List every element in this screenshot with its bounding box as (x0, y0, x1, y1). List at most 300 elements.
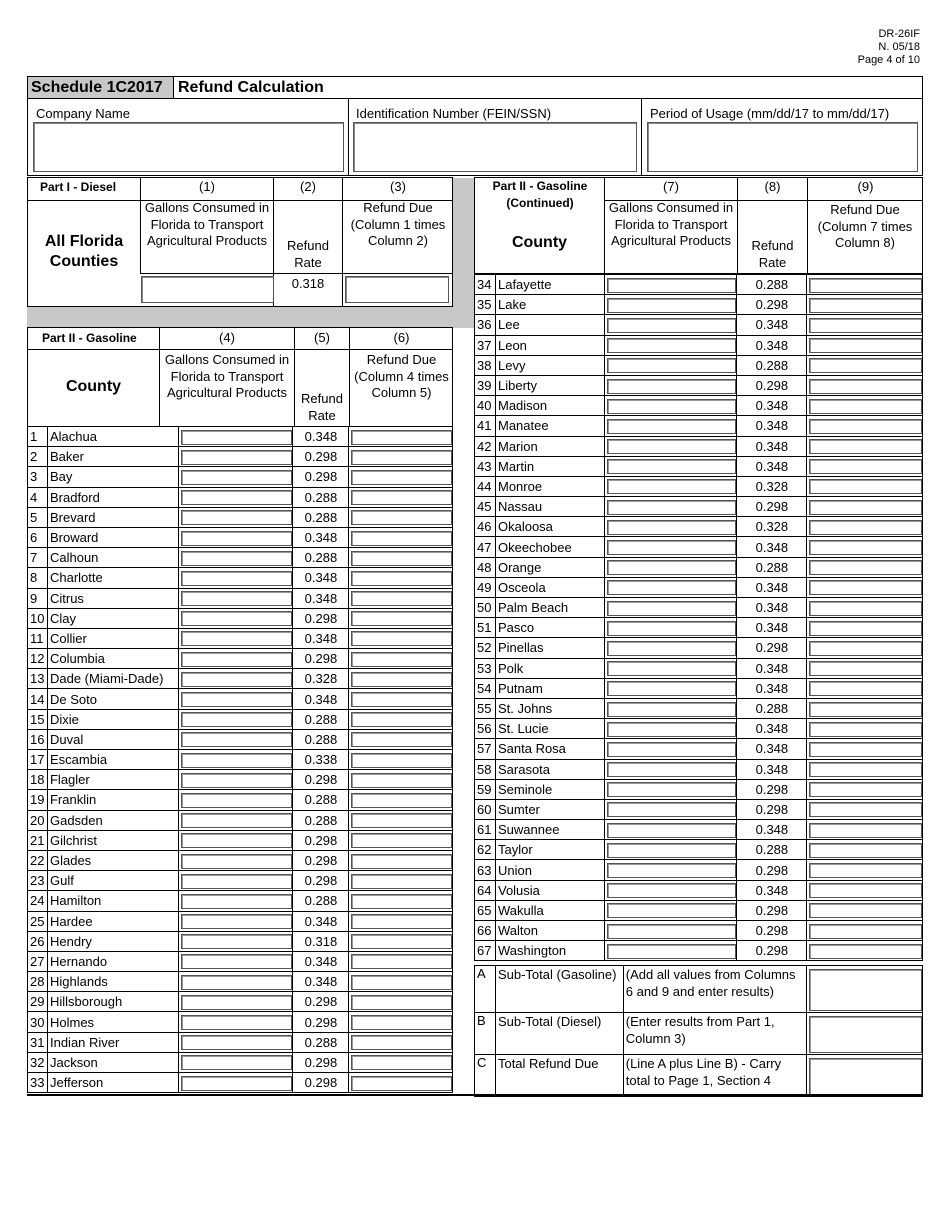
summary-value-cell (807, 1055, 923, 1097)
county-number: 27 (28, 951, 48, 971)
county-gallons-input[interactable] (181, 551, 293, 566)
county-refund-due-input[interactable] (351, 894, 452, 909)
county-name: Seminole (495, 779, 604, 799)
refund-due-cell (807, 396, 923, 416)
county-refund-due-input[interactable] (809, 338, 922, 353)
county-number: 63 (475, 860, 496, 880)
county-gallons-input[interactable] (607, 681, 737, 696)
county-gallons-input[interactable] (181, 954, 293, 969)
refund-rate: 0.298 (293, 608, 349, 628)
county-name: Walton (495, 921, 604, 941)
county-refund-due-input[interactable] (809, 298, 922, 313)
identification-number-input[interactable] (353, 122, 637, 172)
county-gallons-input[interactable] (607, 782, 737, 797)
form-revision: N. 05/18 (878, 41, 920, 53)
refund-rate: 0.348 (737, 719, 807, 739)
county-name: Collier (47, 628, 178, 648)
county-refund-due-input[interactable] (351, 551, 452, 566)
county-refund-due-input[interactable] (351, 571, 452, 586)
county-gallons-input[interactable] (607, 621, 737, 636)
refund-rate: 0.348 (293, 911, 349, 931)
county-gallons-input[interactable] (181, 450, 293, 465)
county-gallons-input[interactable] (607, 439, 737, 454)
summary-label: Sub-Total (Gasoline) (495, 966, 623, 1013)
county-refund-due-input[interactable] (809, 560, 922, 575)
county-name: Dixie (47, 709, 178, 729)
county-refund-due-input[interactable] (809, 479, 922, 494)
county-refund-due-input[interactable] (351, 712, 452, 727)
gallons-cell (178, 608, 293, 628)
county-refund-due-input[interactable] (809, 318, 922, 333)
part1-title: Part I - Diesel (40, 180, 117, 194)
county-row (475, 497, 923, 517)
county-refund-due-input[interactable] (809, 863, 922, 878)
county-refund-due-input[interactable] (809, 823, 922, 838)
county-number: 51 (475, 618, 496, 638)
refund-rate: 0.348 (293, 568, 349, 588)
county-refund-due-input[interactable] (809, 843, 922, 858)
county-gallons-input[interactable] (181, 894, 293, 909)
refund-rate: 0.348 (737, 618, 807, 638)
county-refund-due-input[interactable] (351, 793, 452, 808)
county-name: Hillsborough (47, 992, 178, 1012)
county-gallons-input[interactable] (607, 802, 737, 817)
county-gallons-input[interactable] (181, 672, 293, 687)
county-gallons-input[interactable] (607, 318, 737, 333)
refund-rate: 0.348 (737, 820, 807, 840)
county-refund-due-input[interactable] (351, 611, 452, 626)
county-number: 11 (28, 628, 48, 648)
county-row (475, 658, 923, 678)
county-name: Pinellas (495, 638, 604, 658)
county-refund-due-input[interactable] (809, 661, 922, 676)
county-refund-due-input[interactable] (351, 470, 452, 485)
identification-number-label: Identification Number (FEIN/SSN) (356, 106, 552, 121)
county-gallons-input[interactable] (181, 1015, 293, 1030)
county-refund-due-input[interactable] (809, 883, 922, 898)
county-name: Glades (47, 850, 178, 870)
county-refund-due-input[interactable] (809, 601, 922, 616)
county-gallons-input[interactable] (607, 459, 737, 474)
county-gallons-input[interactable] (607, 580, 737, 595)
refund-rate: 0.288 (737, 840, 807, 860)
summary-value-input[interactable] (809, 1016, 922, 1053)
county-refund-due-input[interactable] (809, 802, 922, 817)
county-gallons-input[interactable] (181, 611, 293, 626)
county-gallons-input[interactable] (607, 641, 737, 656)
county-number: 57 (475, 739, 496, 759)
county-gallons-input[interactable] (181, 914, 293, 929)
county-number: 66 (475, 921, 496, 941)
county-row (28, 871, 453, 891)
county-refund-due-input[interactable] (351, 490, 452, 505)
county-row (475, 860, 923, 880)
county-name: Leon (495, 335, 604, 355)
refund-due-cell (349, 810, 453, 830)
county-refund-due-input[interactable] (809, 722, 922, 737)
county-gallons-input[interactable] (181, 995, 293, 1010)
county-number: 13 (28, 669, 48, 689)
county-number: 65 (475, 900, 496, 920)
county-gallons-input[interactable] (607, 742, 737, 757)
county-refund-due-input[interactable] (351, 450, 452, 465)
county-name: Escambia (47, 750, 178, 770)
county-refund-due-input[interactable] (351, 833, 452, 848)
gallons-cell (604, 517, 737, 537)
part1-gallons-input[interactable] (141, 276, 274, 303)
refund-due-cell (349, 487, 453, 507)
county-row (475, 779, 923, 799)
refund-rate: 0.298 (293, 467, 349, 487)
county-name: Jackson (47, 1052, 178, 1072)
county-number: 31 (28, 1032, 48, 1052)
county-number: 46 (475, 517, 496, 537)
county-gallons-input[interactable] (181, 571, 293, 586)
county-refund-due-input[interactable] (351, 672, 452, 687)
county-refund-due-input[interactable] (351, 510, 452, 525)
county-gallons-input[interactable] (181, 510, 293, 525)
county-row (475, 315, 923, 335)
county-refund-due-input[interactable] (351, 874, 452, 889)
county-gallons-input[interactable] (607, 338, 737, 353)
county-gallons-input[interactable] (607, 903, 737, 918)
part2-col6-number: (6) (393, 330, 410, 345)
county-gallons-input[interactable] (607, 379, 737, 394)
refund-rate: 0.348 (737, 658, 807, 678)
refund-due-cell (349, 669, 453, 689)
refund-due-cell (349, 830, 453, 850)
gallons-cell (178, 669, 293, 689)
county-gallons-input[interactable] (181, 753, 293, 768)
summary-value-input[interactable] (809, 969, 922, 1011)
county-name: Indian River (47, 1032, 178, 1052)
county-gallons-input[interactable] (607, 944, 737, 959)
refund-rate: 0.348 (737, 577, 807, 597)
county-name: Alachua (47, 427, 178, 447)
county-gallons-input[interactable] (607, 500, 737, 515)
county-row (28, 951, 453, 971)
county-gallons-input[interactable] (181, 490, 293, 505)
county-gallons-input[interactable] (607, 358, 737, 373)
county-gallons-input[interactable] (607, 399, 737, 414)
county-refund-due-input[interactable] (351, 854, 452, 869)
county-gallons-input[interactable] (181, 1055, 293, 1070)
county-row (28, 588, 453, 608)
county-number: 24 (28, 891, 48, 911)
refund-due-cell (807, 799, 923, 819)
summary-value-cell (807, 966, 923, 1013)
county-row (475, 759, 923, 779)
refund-due-cell (349, 1073, 453, 1093)
summary-description: (Enter results from Part 1, Column 3) (623, 1013, 807, 1055)
county-gallons-input[interactable] (181, 531, 293, 546)
county-name: Franklin (47, 790, 178, 810)
county-number: 20 (28, 810, 48, 830)
county-row (28, 487, 453, 507)
county-gallons-input[interactable] (181, 692, 293, 707)
gallons-cell (178, 447, 293, 467)
refund-rate: 0.348 (293, 527, 349, 547)
county-refund-due-input[interactable] (351, 934, 452, 949)
county-row (28, 1073, 453, 1093)
county-gallons-input[interactable] (607, 722, 737, 737)
summary-table (474, 965, 923, 1097)
county-row (475, 941, 923, 961)
county-number: 23 (28, 871, 48, 891)
gallons-cell (178, 709, 293, 729)
refund-due-cell (349, 447, 453, 467)
county-number: 44 (475, 476, 496, 496)
refund-rate: 0.318 (293, 931, 349, 951)
refund-rate: 0.298 (293, 1073, 349, 1093)
refund-rate: 0.288 (293, 790, 349, 810)
gallons-cell (178, 1032, 293, 1052)
county-refund-due-input[interactable] (351, 914, 452, 929)
county-refund-due-input[interactable] (351, 1076, 452, 1091)
county-refund-due-input[interactable] (809, 439, 922, 454)
county-refund-due-input[interactable] (809, 278, 922, 293)
refund-due-cell (349, 1052, 453, 1072)
county-name: Monroe (495, 476, 604, 496)
county-number: 43 (475, 456, 496, 476)
gallons-cell (178, 972, 293, 992)
county-row (475, 638, 923, 658)
county-row (475, 577, 923, 597)
county-gallons-input[interactable] (181, 975, 293, 990)
county-gallons-input[interactable] (181, 470, 293, 485)
county-gallons-input[interactable] (181, 874, 293, 889)
refund-rate: 0.298 (293, 871, 349, 891)
summary-row (475, 1055, 923, 1097)
refund-due-cell (349, 871, 453, 891)
part2b-col8-header: Refund Rate (751, 238, 794, 270)
county-gallons-input[interactable] (181, 833, 293, 848)
county-refund-due-input[interactable] (351, 430, 452, 445)
county-refund-due-input[interactable] (809, 540, 922, 555)
county-gallons-input[interactable] (607, 520, 737, 535)
refund-rate: 0.288 (293, 507, 349, 527)
county-name: Bradford (47, 487, 178, 507)
county-gallons-input[interactable] (607, 661, 737, 676)
county-number: 33 (28, 1073, 48, 1093)
county-refund-due-input[interactable] (351, 631, 452, 646)
county-number: 56 (475, 719, 496, 739)
county-refund-due-input[interactable] (351, 753, 452, 768)
part1-row-label: All Florida Counties (44, 233, 124, 270)
part1-refund-due-input[interactable] (345, 276, 449, 303)
refund-due-cell (807, 638, 923, 658)
refund-rate: 0.288 (293, 729, 349, 749)
county-refund-due-input[interactable] (351, 732, 452, 747)
county-row (28, 850, 453, 870)
refund-due-cell (349, 770, 453, 790)
county-number: 37 (475, 335, 496, 355)
refund-rate: 0.298 (293, 447, 349, 467)
county-gallons-input[interactable] (181, 430, 293, 445)
county-refund-due-input[interactable] (809, 782, 922, 797)
county-gallons-input[interactable] (181, 813, 293, 828)
county-refund-due-input[interactable] (809, 459, 922, 474)
refund-rate: 0.348 (737, 739, 807, 759)
refund-rate: 0.328 (737, 476, 807, 496)
county-name: Gilchrist (47, 830, 178, 850)
county-refund-due-input[interactable] (351, 692, 452, 707)
gallons-cell (604, 941, 737, 961)
county-refund-due-input[interactable] (351, 975, 452, 990)
county-refund-due-input[interactable] (809, 742, 922, 757)
county-refund-due-input[interactable] (809, 379, 922, 394)
refund-rate: 0.348 (737, 396, 807, 416)
county-row (28, 750, 453, 770)
county-refund-due-input[interactable] (351, 652, 452, 667)
part2b-col7-number: (7) (663, 179, 679, 194)
county-row (475, 799, 923, 819)
county-gallons-input[interactable] (181, 934, 293, 949)
county-refund-due-input[interactable] (809, 762, 922, 777)
county-gallons-input[interactable] (181, 1076, 293, 1091)
summary-value-input[interactable] (809, 1058, 922, 1095)
refund-due-cell (807, 295, 923, 315)
refund-rate: 0.348 (737, 416, 807, 436)
gallons-cell (604, 840, 737, 860)
refund-due-cell (807, 598, 923, 618)
county-name: Marion (495, 436, 604, 456)
county-gallons-input[interactable] (607, 823, 737, 838)
county-gallons-input[interactable] (607, 863, 737, 878)
county-refund-due-input[interactable] (809, 903, 922, 918)
gallons-cell (178, 830, 293, 850)
county-row (475, 436, 923, 456)
county-row (475, 517, 923, 537)
gallons-cell (178, 467, 293, 487)
county-refund-due-input[interactable] (351, 813, 452, 828)
county-gallons-input[interactable] (607, 883, 737, 898)
county-gallons-input[interactable] (607, 601, 737, 616)
county-refund-due-input[interactable] (351, 1055, 452, 1070)
county-row (28, 992, 453, 1012)
county-refund-due-input[interactable] (809, 944, 922, 959)
county-row (475, 840, 923, 860)
refund-due-cell (349, 992, 453, 1012)
county-number: 2 (28, 447, 48, 467)
part2b-county-header: County (511, 234, 568, 251)
county-row (475, 335, 923, 355)
county-name: Suwannee (495, 820, 604, 840)
refund-due-cell (349, 1012, 453, 1032)
county-refund-due-input[interactable] (809, 419, 922, 434)
county-refund-due-input[interactable] (809, 500, 922, 515)
refund-rate: 0.338 (293, 750, 349, 770)
county-gallons-input[interactable] (607, 560, 737, 575)
county-gallons-input[interactable] (181, 591, 293, 606)
county-row (475, 295, 923, 315)
county-name: Pasco (495, 618, 604, 638)
refund-rate: 0.348 (293, 628, 349, 648)
county-name: Brevard (47, 507, 178, 527)
county-gallons-input[interactable] (607, 762, 737, 777)
county-number: 5 (28, 507, 48, 527)
county-refund-due-input[interactable] (351, 995, 452, 1010)
county-refund-due-input[interactable] (809, 641, 922, 656)
county-gallons-input[interactable] (607, 540, 737, 555)
schedule-label: Schedule 1C2017 (28, 77, 174, 98)
gallons-cell (178, 750, 293, 770)
county-gallons-input[interactable] (607, 843, 737, 858)
period-of-usage-label: Period of Usage (mm/dd/17 to mm/dd/17) (650, 106, 890, 121)
county-gallons-input[interactable] (607, 298, 737, 313)
refund-due-cell (349, 790, 453, 810)
county-name: St. Lucie (495, 719, 604, 739)
gallons-cell (178, 689, 293, 709)
county-gallons-input[interactable] (607, 278, 737, 293)
county-row (28, 649, 453, 669)
county-refund-due-input[interactable] (351, 1015, 452, 1030)
county-number: 3 (28, 467, 48, 487)
county-refund-due-input[interactable] (351, 773, 452, 788)
gallons-cell (604, 759, 737, 779)
county-number: 60 (475, 799, 496, 819)
gallons-cell (604, 658, 737, 678)
county-gallons-input[interactable] (181, 1035, 293, 1050)
county-gallons-input[interactable] (181, 631, 293, 646)
gallons-cell (604, 598, 737, 618)
county-refund-due-input[interactable] (809, 924, 922, 939)
refund-due-cell (807, 880, 923, 900)
county-gallons-input[interactable] (607, 419, 737, 434)
county-name: Hendry (47, 931, 178, 951)
refund-due-cell (349, 931, 453, 951)
county-refund-due-input[interactable] (809, 580, 922, 595)
period-of-usage-input[interactable] (647, 122, 918, 172)
schedule-title: Refund Calculation (178, 79, 324, 96)
county-gallons-input[interactable] (607, 924, 737, 939)
county-number: 67 (475, 941, 496, 961)
county-refund-due-input[interactable] (809, 702, 922, 717)
company-name-input[interactable] (33, 122, 344, 172)
gallons-cell (178, 1012, 293, 1032)
county-name: Washington (495, 941, 604, 961)
county-refund-due-input[interactable] (809, 358, 922, 373)
county-gallons-input[interactable] (181, 793, 293, 808)
county-refund-due-input[interactable] (351, 531, 452, 546)
county-gallons-input[interactable] (181, 732, 293, 747)
county-refund-due-input[interactable] (809, 681, 922, 696)
county-name: Charlotte (47, 568, 178, 588)
county-gallons-input[interactable] (181, 652, 293, 667)
county-gallons-input[interactable] (607, 479, 737, 494)
gallons-cell (604, 739, 737, 759)
county-row (475, 921, 923, 941)
county-gallons-input[interactable] (607, 702, 737, 717)
county-number: 7 (28, 548, 48, 568)
county-name: Lafayette (495, 275, 604, 295)
county-refund-due-input[interactable] (809, 520, 922, 535)
county-refund-due-input[interactable] (809, 621, 922, 636)
county-gallons-input[interactable] (181, 712, 293, 727)
county-name: Duval (47, 729, 178, 749)
county-refund-due-input[interactable] (809, 399, 922, 414)
county-refund-due-input[interactable] (351, 1035, 452, 1050)
refund-due-cell (349, 850, 453, 870)
county-refund-due-input[interactable] (351, 591, 452, 606)
county-gallons-input[interactable] (181, 854, 293, 869)
county-refund-due-input[interactable] (351, 954, 452, 969)
gallons-cell (178, 992, 293, 1012)
gallons-cell (604, 638, 737, 658)
county-name: Sarasota (495, 759, 604, 779)
county-gallons-input[interactable] (181, 773, 293, 788)
gallons-cell (604, 698, 737, 718)
